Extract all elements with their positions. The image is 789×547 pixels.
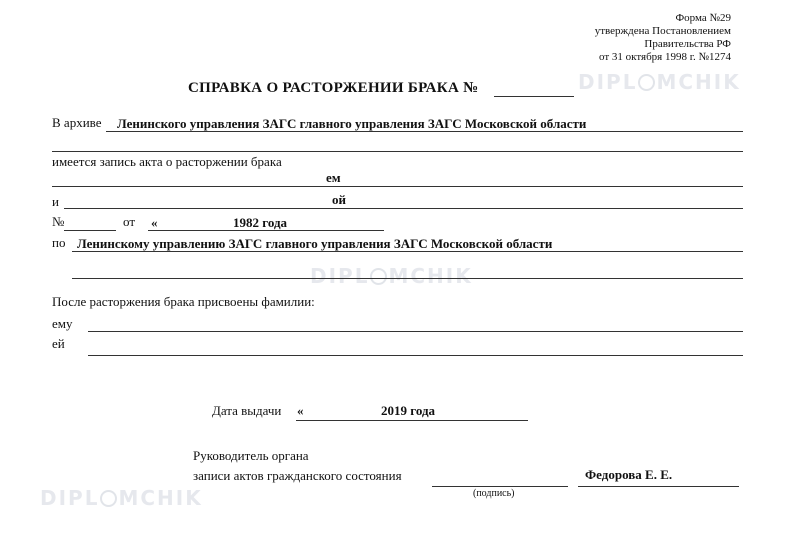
form-meta-line: от 31 октября 1998 г. №1274 xyxy=(598,51,731,63)
watermark-text: MCHIK xyxy=(656,70,741,94)
watermark-text: DIPL xyxy=(40,486,100,510)
signature-line-1: Руководитель органа xyxy=(193,448,309,463)
watermark-text: MCHIK xyxy=(118,486,203,510)
issue-date: 2019 года xyxy=(381,403,436,418)
watermark-logo-icon xyxy=(638,74,655,91)
signatory-name-line xyxy=(578,486,739,487)
surnames-label: После расторжения брака присвоены фамилии: xyxy=(52,294,315,309)
date-open-quote: « xyxy=(151,215,158,230)
record-partial-2: ой xyxy=(332,192,346,207)
signatory-name: Федорова Е. Е. xyxy=(585,467,673,482)
by-line-2 xyxy=(72,278,743,279)
issue-label: Дата выдачи xyxy=(212,403,282,418)
by-line xyxy=(72,251,743,252)
form-meta-line: Форма №29 xyxy=(675,12,731,24)
document-title: СПРАВКА О РАСТОРЖЕНИИ БРАКА № xyxy=(188,80,479,96)
from-label: от xyxy=(123,214,136,229)
title-number-line xyxy=(494,96,574,97)
archive-line-2 xyxy=(52,151,743,152)
watermark-bottom xyxy=(40,486,203,510)
watermark-middle xyxy=(310,264,473,288)
archive-label: В архиве xyxy=(52,115,102,130)
by-value: Ленинскому управлению ЗАГС главного управления ЗАГС Московской области xyxy=(77,236,553,251)
form-meta xyxy=(595,12,731,64)
watermark-top xyxy=(578,70,741,94)
archive-line xyxy=(106,131,743,132)
issue-open-quote: « xyxy=(297,403,304,418)
record-partial-1: ем xyxy=(326,170,341,185)
archive-value: Ленинского управления ЗАГС главного управления ЗАГС Московской области xyxy=(117,116,587,131)
form-meta-line: утверждена Постановлением xyxy=(594,25,731,37)
record-date-line xyxy=(148,230,384,231)
number-label: № xyxy=(52,214,65,229)
watermark-text: DIPL xyxy=(578,70,638,94)
record-date: 1982 года xyxy=(233,215,288,230)
signature-line xyxy=(432,486,568,487)
signature-caption: (подпись) xyxy=(473,488,515,499)
and-label: и xyxy=(52,194,59,209)
her-line xyxy=(88,355,743,356)
record-line-2 xyxy=(64,208,743,209)
her-label: ей xyxy=(52,336,65,351)
number-line xyxy=(64,230,116,231)
form-meta-line: Правительства РФ xyxy=(644,38,731,50)
issue-date-line xyxy=(296,420,528,421)
watermark-logo-icon xyxy=(100,490,117,507)
record-label: имеется запись акта о расторжении брака xyxy=(52,154,282,169)
record-line-1 xyxy=(52,186,743,187)
by-label: по xyxy=(52,235,66,250)
watermark-text: MCHIK xyxy=(388,264,473,288)
signature-line-2: записи актов гражданского состояния xyxy=(193,468,402,483)
him-line xyxy=(88,331,743,332)
him-label: ему xyxy=(52,316,73,331)
watermark-logo-icon xyxy=(370,268,387,285)
watermark-text: DIPL xyxy=(310,264,370,288)
